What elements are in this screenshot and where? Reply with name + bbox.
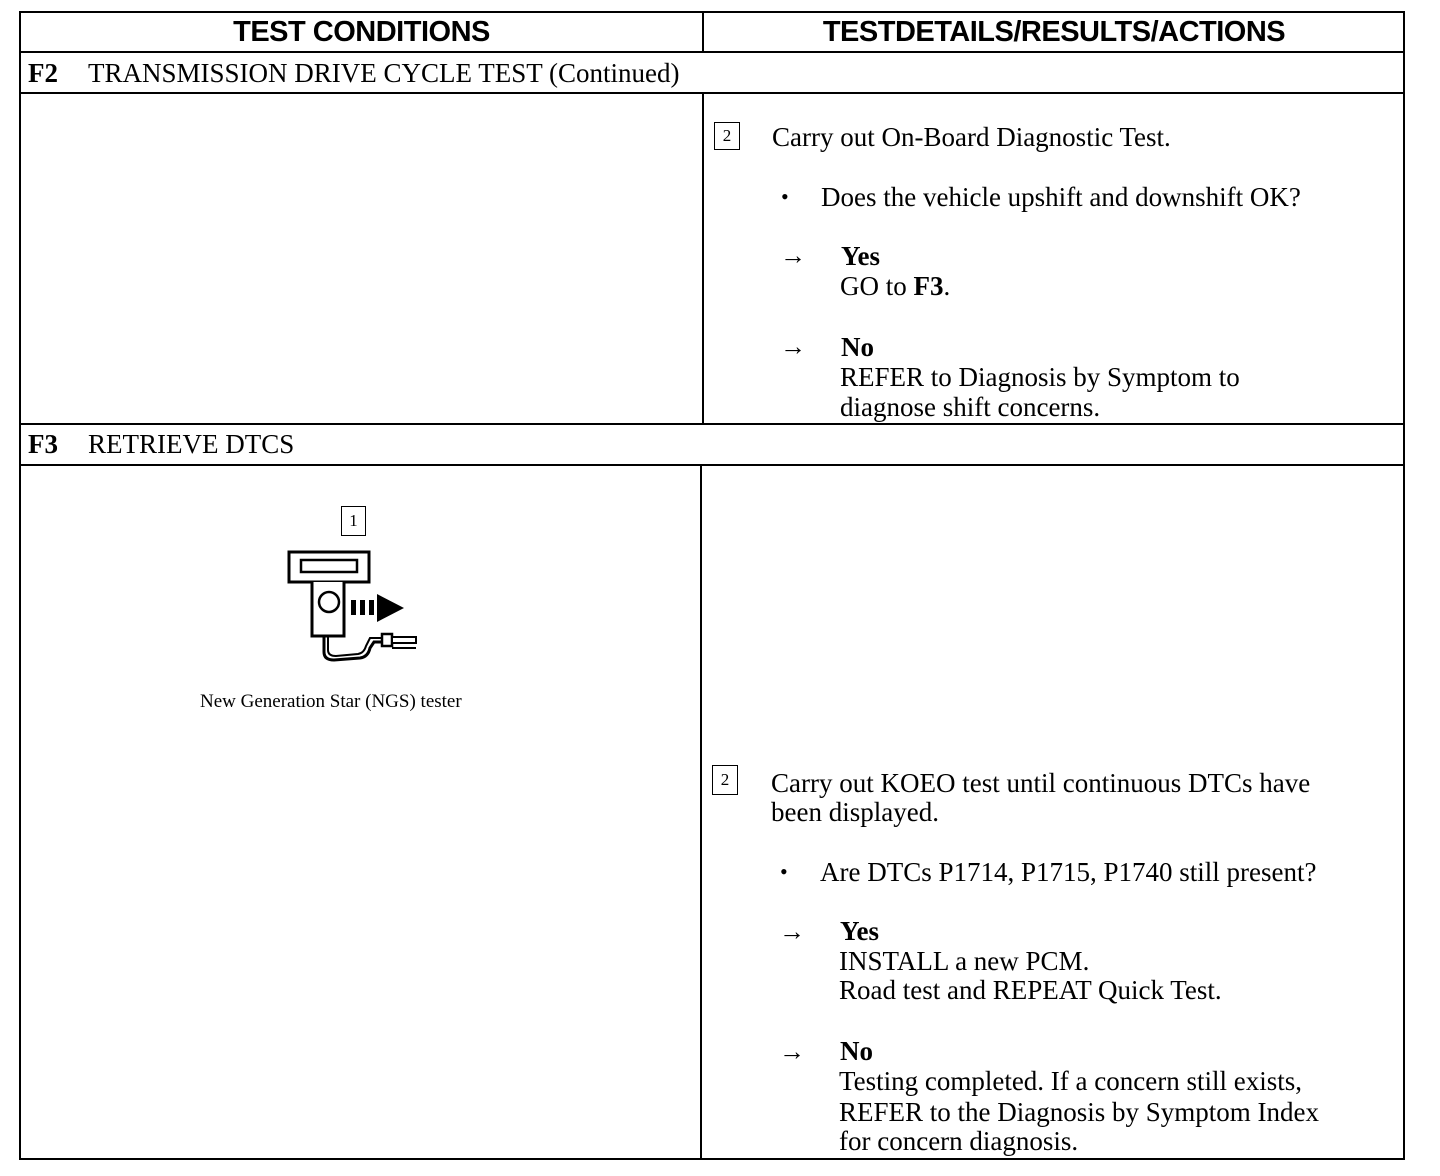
f2-no-action-line1: REFER to Diagnosis by Symptom to [840, 362, 1240, 392]
f3-no-arrow-icon: → [779, 1037, 805, 1066]
f3-step-number-box: 2 [712, 765, 738, 795]
f3-step-instruction-line2: been displayed. [771, 797, 939, 827]
f3-section-title [28, 428, 294, 460]
f3-no-action-line3: for concern diagnosis. [839, 1126, 1079, 1156]
f2-yes-arrow-icon: → [780, 241, 806, 270]
ngs-tester-icon [286, 550, 420, 668]
f3-bullet-icon: • [780, 859, 788, 884]
f3-no-label: No [840, 1036, 873, 1066]
f2-no-action-line2: diagnose shift concerns. [840, 392, 1101, 422]
f2-question: Does the vehicle upshift and downshift OK? [821, 182, 1301, 212]
f2-step-instruction: Carry out On-Board Diagnostic Test. [772, 122, 1171, 152]
column-header-details: TESTDETAILS/RESULTS/ACTIONS [822, 16, 1286, 48]
f3-yes-label: Yes [840, 916, 879, 946]
f2-no-arrow-icon: → [780, 332, 806, 361]
f2-title-rule [19, 92, 1405, 94]
f2-code: F2 [28, 58, 58, 88]
f2-bullet-icon: • [781, 184, 789, 209]
column-divider-f2 [702, 92, 704, 425]
f2-yes-action [840, 271, 950, 301]
f3-step-instruction-line1: Carry out KOEO test until continuous DTCs have [771, 768, 1311, 798]
f2-yes-action-prefix: GO to [840, 271, 914, 301]
f2-title: TRANSMISSION DRIVE CYCLE TEST (Continued) [88, 58, 680, 88]
f3-no-action-line1: Testing completed. If a concern still exists, [839, 1066, 1302, 1096]
f3-title: RETRIEVE DTCS [88, 429, 295, 459]
header-rule [19, 51, 1405, 53]
f3-top-rule [19, 423, 1405, 425]
f3-yes-arrow-icon: → [779, 917, 805, 946]
column-header-conditions: TEST CONDITIONS [233, 16, 490, 48]
f3-yes-action-line2: Road test and REPEAT Quick Test. [839, 975, 1222, 1005]
f2-yes-label: Yes [841, 241, 880, 271]
f2-yes-action-ref: F3 [913, 271, 944, 301]
f3-title-rule [19, 464, 1405, 466]
f3-code: F3 [28, 429, 58, 459]
f3-figure-caption: New Generation Star (NGS) tester [200, 691, 462, 712]
f3-no-action-line2: REFER to the Diagnosis by Symptom Index [839, 1097, 1320, 1127]
f3-question: Are DTCs P1714, P1715, P1740 still present? [820, 857, 1317, 887]
f2-no-label: No [841, 332, 874, 362]
f2-yes-action-suffix: . [943, 271, 951, 301]
f3-figure-number-box: 1 [341, 506, 366, 536]
f2-section-title [28, 57, 680, 89]
f2-step-number-box: 2 [714, 122, 740, 150]
column-divider-f3 [700, 464, 702, 1160]
f3-yes-action-line1: INSTALL a new PCM. [839, 946, 1090, 976]
